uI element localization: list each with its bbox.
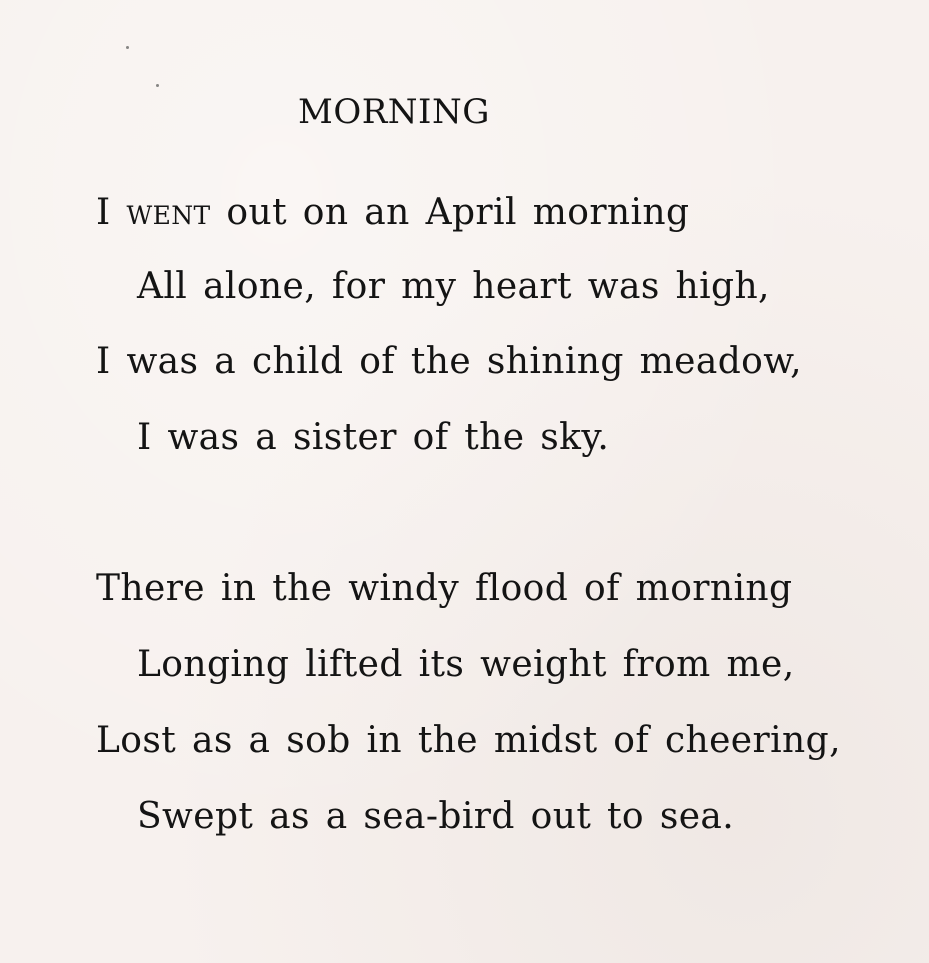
line-smallcaps-word: went (126, 192, 211, 233)
poem-line-3: I was a child of the shining meadow, (96, 341, 803, 382)
paper-speck (126, 46, 129, 49)
poem-line-6: Longing lifted its weight from me, (137, 644, 795, 685)
poem-line-2: All alone, for my heart was high, (137, 266, 770, 307)
poem-line-5: There in the windy flood of morning (96, 568, 793, 609)
paper-speck (156, 84, 159, 87)
poem-line-4: I was a sister of the sky. (137, 417, 610, 458)
poem-line-8: Swept as a sea-bird out to sea. (137, 796, 735, 837)
line-lead: I (96, 192, 127, 233)
poem-line-1 (96, 192, 689, 233)
line-rest: out on an April morning (210, 192, 690, 233)
poem-line-7: Lost as a sob in the midst of cheering, (96, 720, 841, 761)
poem-title: MORNING (298, 92, 490, 132)
